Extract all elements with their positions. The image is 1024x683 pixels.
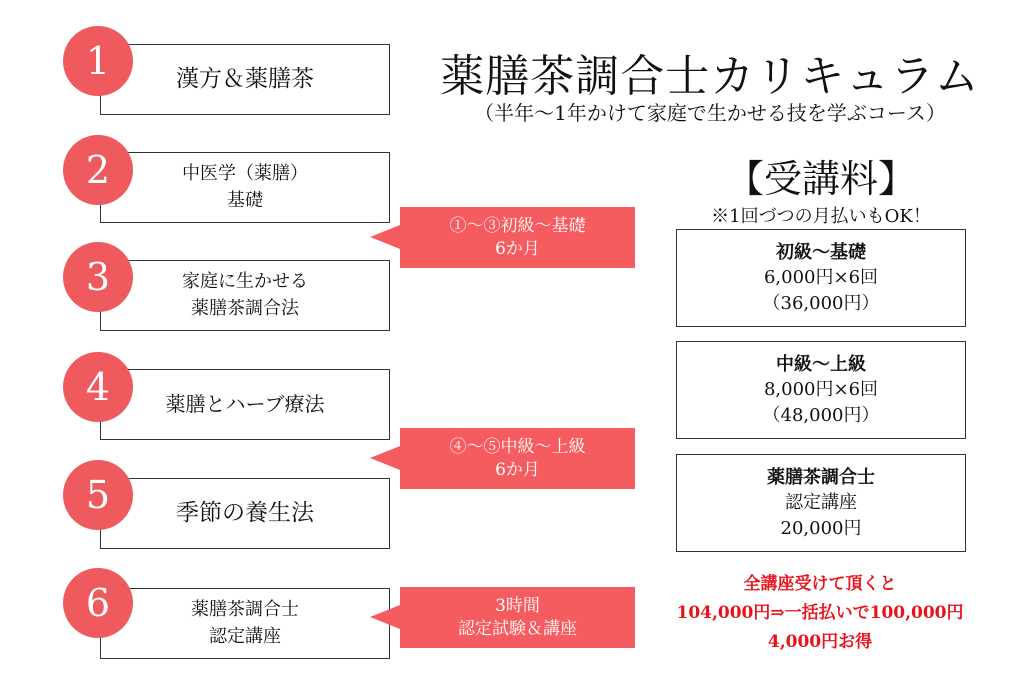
step-number-5: 5 (63, 460, 133, 530)
step-label: 季節の養生法 (176, 499, 314, 526)
step-label: 基礎 (227, 189, 263, 211)
banner-title: ①〜③初級〜基礎 (449, 216, 586, 237)
certification-banner (400, 587, 635, 648)
banner-title: 3時間 (495, 596, 540, 617)
banner-arrow (370, 446, 400, 470)
promo-line: 全講座受けて頂くと (743, 574, 897, 594)
fee-box-beginner (676, 229, 966, 327)
banner-duration: 認定試験＆講座 (458, 618, 577, 639)
fee-total: （36,000円） (762, 292, 880, 314)
banner-duration: 6か月 (495, 459, 540, 480)
step-label: 認定講座 (209, 625, 281, 647)
fee-course-name: 薬膳茶調合士 (767, 467, 875, 489)
step-box-4 (100, 369, 390, 440)
step-label: 漢方＆薬膳茶 (176, 65, 314, 92)
banner-arrow (370, 225, 400, 249)
fee-heading: 【受講料】 (725, 157, 916, 201)
level-banner-intermediate (400, 428, 635, 489)
promo-line: 104,000円⇒一括払いで100,000円 (676, 602, 964, 623)
banner-duration: 6か月 (495, 238, 540, 259)
banner-title: ④〜⑤中級〜上級 (449, 437, 586, 458)
promo-text (640, 570, 1000, 657)
step-label: 中医学（薬膳） (182, 163, 308, 185)
step-number-6: 6 (63, 568, 133, 638)
step-number-1: 1 (63, 26, 133, 96)
page-title: 薬膳茶調合士カリキュラム (440, 51, 980, 102)
fee-course-name: 中級〜上級 (776, 354, 866, 376)
step-box-5 (100, 478, 390, 549)
fee-course-subtitle: 認定講座 (785, 492, 857, 514)
step-box-2 (100, 152, 390, 223)
page-subtitle: （半年〜1年かけて家庭で生かせる技を学ぶコース） (474, 101, 946, 125)
step-number-3: 3 (63, 242, 133, 312)
step-box-1 (100, 44, 390, 115)
step-label: 薬膳とハーブ療法 (165, 392, 325, 416)
fee-note: ※1回づつの月払いもOK！ (711, 206, 931, 227)
fee-total: 20,000円 (780, 517, 862, 539)
step-box-6 (100, 588, 390, 659)
step-box-3 (100, 260, 390, 331)
fee-total: （48,000円） (762, 404, 880, 426)
step-number-4: 4 (63, 352, 133, 422)
fee-box-intermediate (676, 341, 966, 439)
step-label: 薬膳茶調合士 (191, 599, 299, 621)
fee-price: 8,000円×6回 (763, 379, 879, 401)
step-number-2: 2 (63, 135, 133, 205)
banner-arrow (370, 605, 400, 629)
fee-course-name: 初級〜基礎 (776, 242, 866, 264)
fee-box-certification (676, 454, 966, 552)
fee-price: 6,000円×6回 (763, 267, 879, 289)
level-banner-beginner (400, 207, 635, 268)
promo-line: 4,000円お得 (767, 631, 873, 652)
step-label: 薬膳茶調合法 (191, 297, 299, 319)
step-label: 家庭に生かせる (182, 271, 308, 293)
